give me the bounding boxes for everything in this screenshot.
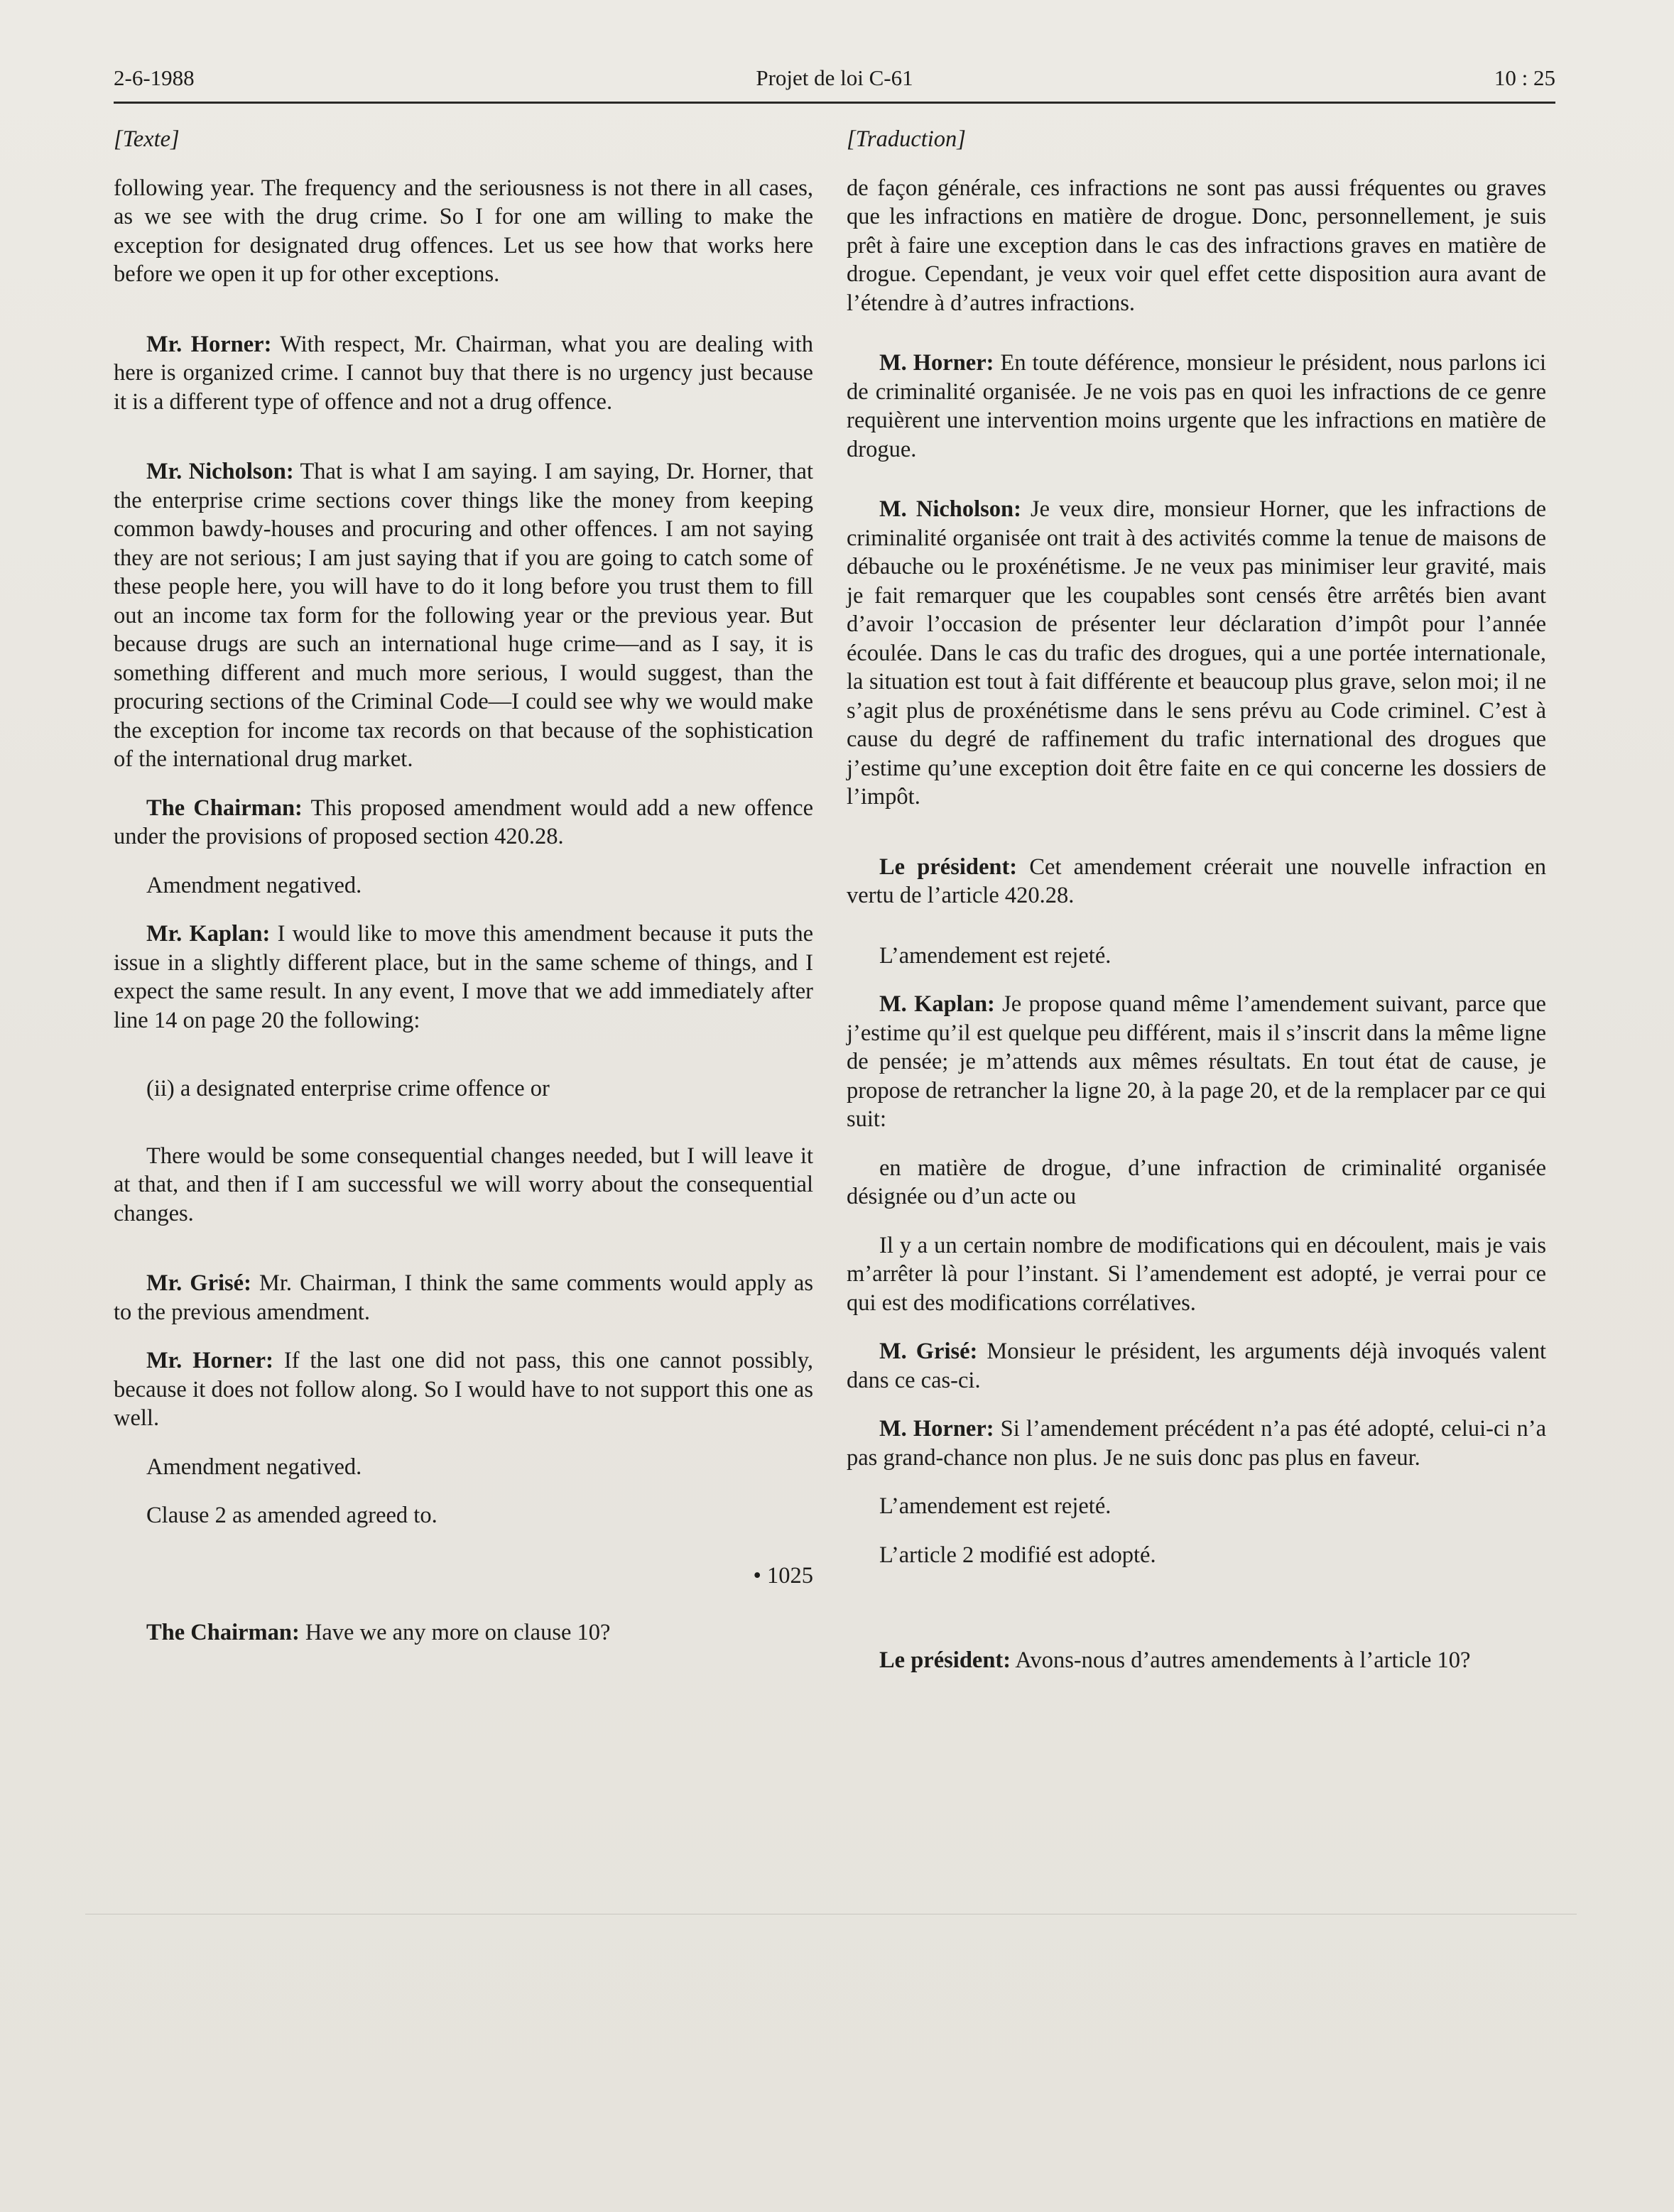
paragraph-kaplan (847, 990, 1546, 1134)
motion-result: Clause 2 as amended agreed to. (146, 1503, 437, 1528)
column-heading-texte: [Texte] (114, 126, 180, 152)
paragraph-horner (114, 1346, 813, 1433)
paragraph-grise (847, 1337, 1546, 1395)
speaker-name: Le président: (879, 854, 1018, 880)
paragraph-horner (847, 1415, 1546, 1472)
paragraph-chairman (114, 1618, 813, 1647)
speech-text: Mr. Chairman, I think the same comments would apply as to the previous amendment. (114, 1270, 813, 1325)
speaker-name: Mr. Kaplan: (146, 921, 271, 947)
speaker-name: Mr. Horner: (146, 1348, 273, 1373)
paragraph-nicholson (114, 457, 813, 774)
speaker-name: Mr. Horner: (146, 331, 272, 357)
speech-text: Je propose quand même l’amendement suivant, parce que j’estime qu’il est quelque peu différent, mais il s’inscrit dans la même ligne de pensée; je m’attends aux mêmes résultats. En tout état de cause, je propose de retrancher la ligne 20, à la page 20, et de la remplacer par ce qui suit: (847, 991, 1546, 1132)
paragraph: There would be some consequential changes needed, but I will leave it at that, and then if I am successful we will worry about the consequential changes. (114, 1143, 813, 1226)
header-page-number: 10 : 25 (1494, 65, 1555, 90)
speech-text: With respect, Mr. Chairman, what you are dealing with here is organized crime. I cannot buy that there is no urgency just because it is a different type of offence and not a drug offence. (114, 331, 813, 415)
header-date: 2-6-1988 (114, 65, 195, 90)
speaker-name: M. Kaplan: (879, 991, 995, 1017)
paragraph-kaplan (114, 920, 813, 1035)
speaker-name: Mr. Grisé: (146, 1270, 251, 1296)
motion-result: Amendment negatived. (146, 1454, 362, 1480)
paragraph: de façon générale, ces infractions ne sont pas aussi fréquentes ou graves que les infractions en matière de drogue. Donc, personnellement, je suis prêt à faire une exception dans le cas des infractions graves en matière de drogue. Cependant, je veux voir quel effet cette disposition aura avant de l’étendre à d’autres infractions. (847, 175, 1546, 316)
speaker-name: The Chairman: (146, 1620, 300, 1645)
paragraph: following year. The frequency and the seriousness is not there in all cases, as we see with the drug crime. So I for one am willing to make the exception for designated drug offences. Let us see how that works here before we open it up for other exceptions. (114, 175, 813, 287)
header-title: Projet de loi C-61 (756, 65, 913, 90)
speech-text: Avons-nous d’autres amendements à l’article 10? (1011, 1647, 1471, 1673)
speech-text: Cet amendement créerait une nouvelle infraction en vertu de l’article 420.28. (847, 854, 1546, 908)
paragraph: Il y a un certain nombre de modifications qui en découlent, mais je vais m’arrêter là pour l’instant. Si l’amendement est adopté, je verrai pour ce qui est des modifications corrélatives. (847, 1232, 1546, 1316)
amendment-quote: en matière de drogue, d’une infraction de criminalité organisée désignée ou d’un acte ou (847, 1155, 1546, 1209)
speaker-name: M. Nicholson: (879, 496, 1021, 522)
motion-result: Amendment negatived. (146, 872, 362, 898)
amendment-quote: (ii) a designated enterprise crime offence or (146, 1076, 550, 1101)
paragraph-horner (847, 349, 1546, 464)
paragraph-grise (114, 1269, 813, 1326)
speaker-name: M. Horner: (879, 350, 994, 376)
french-column (847, 125, 1546, 1695)
motion-result: L’amendement est rejeté. (879, 942, 1112, 969)
paragraph-chairman (114, 794, 813, 851)
english-column (114, 125, 813, 1667)
paragraph-chairman (847, 1646, 1546, 1675)
column-heading-traduction: [Traduction] (847, 126, 966, 152)
speech-text: Je veux dire, monsieur Horner, que les infractions de criminalité organisée ont trait à des activités comme la tenue de maisons de débauche ou le proxénétisme. Je ne veux pas minimiser leur gravité, mais je fait remarquer que les coupables sont censés être arrêtés bien avant d’avoir l’occasion de présenter leur déclaration d’impôt pour l’année écoulée. Dans le cas du trafic des drogues, qui a une portée internationale, la situation est tout à fait différente et beaucoup plus grave, selon moi; il ne s’agit plus de proxénétisme dans le sens prévu au Code criminel. C’est à cause du degré de raffinement du trafic international des drogues que j’estime qu’une exception doit être faite en ce qui concerne les dossiers de l’impôt. (847, 496, 1547, 810)
speaker-name: M. Grisé: (879, 1339, 978, 1364)
header-rule (114, 102, 1555, 104)
timestamp: • 1025 (753, 1562, 813, 1589)
speech-text: Si l’amendement précédent n’a pas été adopté, celui-ci n’a pas grand-chance non plus. Je ne suis donc pas plus en faveur. (847, 1416, 1546, 1471)
motion-result: L’article 2 modifié est adopté. (879, 1542, 1156, 1568)
speech-text: Monsieur le président, les arguments déjà invoqués valent dans ce cas-ci. (847, 1339, 1546, 1393)
speech-text: That is what I am saying. I am saying, Dr. Horner, that the enterprise crime sections cover things like the money from keeping common bawdy-houses and procuring and other offences. I am not saying they are not serious; I am just saying that if you are going to catch some of these people here, you will have to do it long before you trust them to fill out an income tax form for the following year or the previous year. But because drugs are such an international huge crime—and as I say, it is something different and much more serious, I would suggest, than the procuring sections of the Criminal Code—I could see why we would make the exception for income tax records on that because of the sophistication of the international drug market. (114, 459, 813, 772)
speech-text: If the last one did not pass, this one cannot possibly, because it does not follow along. So I would have to not support this one as well. (114, 1348, 813, 1431)
speaker-name: The Chairman: (146, 795, 303, 821)
speech-text: En toute déférence, monsieur le président, nous parlons ici de criminalité organisée. Je ne vois pas en quoi les infractions de ce genre requièrent une intervention moins urgente que les infractions en matière de drogue. (847, 350, 1546, 462)
speech-text: I would like to move this amendment because it puts the issue in a slightly different place, but in the same scheme of things, and I expect the same result. In any event, I move that we add immediately after line 14 on page 20 the following: (114, 921, 813, 1033)
speech-text: This proposed amendment would add a new offence under the provisions of proposed section 420.28. (114, 795, 814, 849)
paragraph-horner (114, 330, 813, 417)
speaker-name: Mr. Nicholson: (146, 459, 294, 484)
speech-text: Have we any more on clause 10? (299, 1620, 611, 1645)
paragraph-nicholson (847, 495, 1546, 812)
page-header (114, 65, 1555, 97)
paragraph-chairman (847, 853, 1546, 910)
speaker-name: Le président: (879, 1647, 1011, 1673)
speaker-name: M. Horner: (879, 1416, 994, 1442)
motion-result: L’amendement est rejeté. (879, 1493, 1112, 1519)
